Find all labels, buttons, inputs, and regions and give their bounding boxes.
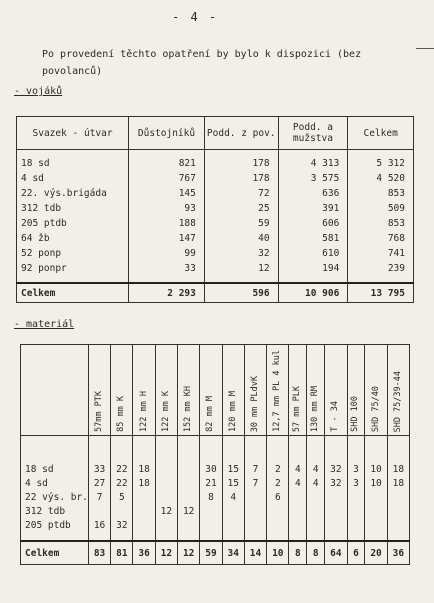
page-edge-mark — [416, 48, 434, 49]
soldiers-total-cell: 10 906 — [278, 283, 348, 303]
page-number: - 4 - — [172, 10, 219, 24]
material-header-cell — [178, 345, 200, 436]
material-value-cell — [365, 504, 387, 518]
material-header-label: 122 mm H — [138, 391, 149, 432]
soldiers-value-cell: 59 — [204, 216, 278, 231]
material-value-cell — [347, 504, 365, 518]
material-value-cell — [178, 490, 200, 504]
material-total-label: Celkem — [21, 541, 89, 565]
spacer-cell — [200, 436, 222, 463]
soldiers-total-label: Celkem — [17, 283, 129, 303]
material-header-label: 57mm PTK — [94, 391, 105, 432]
material-header-cell — [289, 345, 307, 436]
soldiers-unit-cell: 312 tdb — [17, 201, 129, 216]
material-value-cell: 21 — [200, 476, 222, 490]
spacer-cell — [88, 532, 110, 541]
soldiers-table — [16, 116, 414, 303]
soldiers-value-cell: 32 — [204, 246, 278, 261]
material-total-cell: 36 — [387, 541, 409, 565]
material-value-cell — [307, 490, 325, 504]
soldiers-total-row — [17, 283, 414, 303]
material-value-cell — [325, 518, 347, 532]
soldiers-value-cell: 33 — [129, 261, 205, 283]
material-value-cell: 22 — [111, 476, 133, 490]
material-header-cell — [133, 345, 155, 436]
material-value-cell: 27 — [88, 476, 110, 490]
soldiers-unit-cell: 205 ptdb — [17, 216, 129, 231]
soldiers-value-cell: 581 — [278, 231, 348, 246]
spacer-cell — [365, 436, 387, 463]
spacer-cell — [307, 436, 325, 463]
soldiers-value-cell: 178 — [204, 171, 278, 186]
material-value-cell — [289, 490, 307, 504]
spacer-cell — [267, 436, 289, 463]
material-value-cell: 7 — [244, 476, 266, 490]
soldiers-unit-cell: 22. výs.brigáda — [17, 186, 129, 201]
material-total-cell: 34 — [222, 541, 244, 565]
material-total-cell: 64 — [325, 541, 347, 565]
spacer-cell — [325, 436, 347, 463]
material-value-cell — [244, 518, 266, 532]
soldiers-value-cell: 3 575 — [278, 171, 348, 186]
material-value-cell — [155, 518, 177, 532]
material-value-cell — [387, 518, 409, 532]
material-value-cell — [155, 462, 177, 476]
material-header-cell — [244, 345, 266, 436]
soldiers-value-cell: 610 — [278, 246, 348, 261]
soldiers-value-cell: 853 — [348, 186, 414, 201]
material-value-cell — [289, 504, 307, 518]
material-value-cell: 16 — [88, 518, 110, 532]
material-value-cell — [178, 462, 200, 476]
spacer-cell — [222, 436, 244, 463]
material-value-cell: 5 — [111, 490, 133, 504]
material-total-cell: 12 — [155, 541, 177, 565]
material-unit-cell: 18 sd — [21, 462, 89, 476]
soldiers-value-cell: 40 — [204, 231, 278, 246]
material-value-cell: 18 — [133, 462, 155, 476]
material-header-cell — [111, 345, 133, 436]
spacer-cell — [347, 532, 365, 541]
soldiers-value-cell: 188 — [129, 216, 205, 231]
material-value-cell: 4 — [222, 490, 244, 504]
soldiers-value-cell: 12 — [204, 261, 278, 283]
material-header-label: 57 mm PLK — [292, 385, 303, 432]
material-value-cell: 12 — [155, 504, 177, 518]
material-header-cell — [347, 345, 365, 436]
material-unit-cell: 4 sd — [21, 476, 89, 490]
spacer-cell — [307, 532, 325, 541]
material-value-cell — [178, 518, 200, 532]
soldiers-value-cell: 4 520 — [348, 171, 414, 186]
spacer-cell — [200, 532, 222, 541]
material-value-cell: 10 — [365, 476, 387, 490]
material-value-cell — [365, 518, 387, 532]
material-header-cell — [222, 345, 244, 436]
spacer-cell — [155, 436, 177, 463]
spacer-cell — [88, 436, 110, 463]
soldiers-row — [17, 186, 414, 201]
soldiers-total-cell: 2 293 — [129, 283, 205, 303]
soldiers-unit-cell: 64 žb — [17, 231, 129, 246]
soldiers-value-cell: 821 — [129, 150, 205, 172]
material-header-cell — [88, 345, 110, 436]
soldiers-value-cell: 72 — [204, 186, 278, 201]
spacer-cell — [365, 532, 387, 541]
soldiers-total-cell: 13 795 — [348, 283, 414, 303]
material-value-cell: 32 — [325, 462, 347, 476]
spacer-cell — [111, 532, 133, 541]
material-header-cell — [155, 345, 177, 436]
soldiers-value-cell: 93 — [129, 201, 205, 216]
material-value-cell: 4 — [307, 476, 325, 490]
material-value-cell: 30 — [200, 462, 222, 476]
section-heading-soldiers: - vojáků — [14, 86, 63, 97]
soldiers-value-cell: 391 — [278, 201, 348, 216]
soldiers-value-cell: 509 — [348, 201, 414, 216]
soldiers-value-cell: 767 — [129, 171, 205, 186]
soldiers-value-cell: 606 — [278, 216, 348, 231]
material-value-cell: 3 — [347, 476, 365, 490]
material-header-label: 152 mm KH — [183, 385, 194, 432]
material-value-cell: 7 — [88, 490, 110, 504]
soldiers-value-cell: 145 — [129, 186, 205, 201]
spacer-cell — [244, 532, 266, 541]
material-value-cell — [200, 504, 222, 518]
material-total-cell: 20 — [365, 541, 387, 565]
material-value-cell: 7 — [244, 462, 266, 476]
material-value-cell — [267, 504, 289, 518]
soldiers-unit-cell: 92 ponpr — [17, 261, 129, 283]
soldiers-value-cell: 5 312 — [348, 150, 414, 172]
spacer-cell — [289, 532, 307, 541]
material-unit-cell: 22 výs. br. — [21, 490, 89, 504]
soldiers-row — [17, 261, 414, 283]
material-value-cell — [347, 490, 365, 504]
soldiers-header-officers: Důstojníků — [129, 117, 205, 150]
material-value-cell — [178, 476, 200, 490]
material-value-cell — [200, 518, 222, 532]
material-header-label: 82 mm M — [205, 396, 216, 432]
spacer-cell — [133, 436, 155, 463]
material-value-cell: 18 — [133, 476, 155, 490]
material-value-cell — [111, 504, 133, 518]
material-total-cell: 83 — [88, 541, 110, 565]
intro-paragraph: Po provedení těchto opatření by bylo k dispozici (bez povolanců) — [42, 49, 362, 77]
material-header-cell — [325, 345, 347, 436]
material-value-cell: 6 — [267, 490, 289, 504]
soldiers-unit-cell: 4 sd — [17, 171, 129, 186]
spacer-cell — [387, 436, 409, 463]
material-value-cell — [387, 490, 409, 504]
material-unit-cell: 205 ptdb — [21, 518, 89, 532]
material-value-cell: 15 — [222, 462, 244, 476]
material-value-cell — [289, 518, 307, 532]
spacer-cell — [222, 532, 244, 541]
material-value-cell — [222, 504, 244, 518]
material-total-cell: 8 — [307, 541, 325, 565]
material-value-cell: 18 — [387, 476, 409, 490]
material-header-label: 85 mm K — [116, 396, 127, 432]
soldiers-header-unit: Svazek - útvar — [17, 117, 129, 150]
soldiers-total-cell: 596 — [204, 283, 278, 303]
material-header-label: 12,7 mm PL 4 kul — [272, 350, 283, 432]
material-header-label: 120 mm M — [227, 391, 238, 432]
material-spacer-row — [21, 436, 410, 463]
material-value-cell — [347, 518, 365, 532]
spacer-cell — [387, 532, 409, 541]
material-value-cell — [88, 504, 110, 518]
soldiers-value-cell: 99 — [129, 246, 205, 261]
soldiers-row — [17, 246, 414, 261]
material-value-cell — [325, 504, 347, 518]
section-heading-material: - materiál — [14, 319, 75, 330]
material-total-cell: 6 — [347, 541, 365, 565]
material-value-cell — [325, 490, 347, 504]
soldiers-value-cell: 741 — [348, 246, 414, 261]
material-value-cell: 22 — [111, 462, 133, 476]
spacer-cell — [289, 436, 307, 463]
soldiers-header-total: Celkem — [348, 117, 414, 150]
material-header-label: T - 34 — [330, 401, 341, 432]
material-value-cell: 4 — [289, 476, 307, 490]
material-value-cell: 18 — [387, 462, 409, 476]
material-value-cell — [222, 518, 244, 532]
material-value-cell — [133, 504, 155, 518]
soldiers-value-cell: 178 — [204, 150, 278, 172]
material-value-cell: 3 — [347, 462, 365, 476]
material-header-label: SHD 100 — [350, 396, 361, 432]
material-header-label: SHD 75/39-44 — [392, 370, 403, 432]
soldiers-value-cell: 239 — [348, 261, 414, 283]
material-value-cell: 32 — [325, 476, 347, 490]
soldiers-value-cell: 636 — [278, 186, 348, 201]
spacer-cell — [347, 436, 365, 463]
spacer-cell — [244, 436, 266, 463]
spacer-cell — [155, 532, 177, 541]
soldiers-header-nco-reserve: Podd. z pov. — [204, 117, 278, 150]
material-value-cell: 32 — [111, 518, 133, 532]
soldiers-unit-cell: 52 ponp — [17, 246, 129, 261]
soldiers-row — [17, 150, 414, 172]
soldiers-unit-cell: 18 sd — [17, 150, 129, 172]
material-value-cell: 33 — [88, 462, 110, 476]
material-value-cell — [365, 490, 387, 504]
material-total-cell: 12 — [178, 541, 200, 565]
material-total-cell: 10 — [267, 541, 289, 565]
material-row — [21, 462, 410, 476]
soldiers-value-cell: 194 — [278, 261, 348, 283]
soldiers-row — [17, 201, 414, 216]
spacer-cell — [325, 532, 347, 541]
material-value-cell — [307, 504, 325, 518]
material-header-cell — [365, 345, 387, 436]
material-total-cell: 81 — [111, 541, 133, 565]
material-header-label: 30 mm PLdvK — [250, 375, 261, 432]
soldiers-header-nco-men: Podd. a mužstva — [278, 117, 348, 150]
material-value-cell — [387, 504, 409, 518]
material-row — [21, 490, 410, 504]
material-unit-cell: 312 tdb — [21, 504, 89, 518]
material-value-cell: 8 — [200, 490, 222, 504]
spacer-cell — [21, 436, 89, 463]
soldiers-value-cell: 25 — [204, 201, 278, 216]
material-value-cell: 12 — [178, 504, 200, 518]
soldiers-header-row — [17, 117, 414, 150]
material-header-cell — [267, 345, 289, 436]
material-value-cell: 2 — [267, 462, 289, 476]
material-value-cell: 10 — [365, 462, 387, 476]
material-row — [21, 476, 410, 490]
soldiers-row — [17, 171, 414, 186]
soldiers-row — [17, 216, 414, 231]
material-row — [21, 518, 410, 532]
material-table — [20, 344, 410, 565]
material-value-cell — [307, 518, 325, 532]
material-header-label: 122 mm K — [160, 391, 171, 432]
material-header-label: SHD 75/40 — [370, 385, 381, 432]
material-total-cell: 36 — [133, 541, 155, 565]
spacer-cell — [111, 436, 133, 463]
material-header-cell — [307, 345, 325, 436]
material-total-cell: 8 — [289, 541, 307, 565]
material-value-cell: 15 — [222, 476, 244, 490]
material-header-unit — [21, 345, 89, 436]
spacer-cell — [21, 532, 89, 541]
material-value-cell: 4 — [289, 462, 307, 476]
soldiers-row — [17, 231, 414, 246]
material-value-cell — [244, 490, 266, 504]
material-value-cell — [244, 504, 266, 518]
material-spacer-row — [21, 532, 410, 541]
material-value-cell — [133, 490, 155, 504]
material-header-row — [21, 345, 410, 436]
material-total-cell: 59 — [200, 541, 222, 565]
soldiers-value-cell: 147 — [129, 231, 205, 246]
material-header-label: 130 mm RM — [310, 385, 321, 432]
material-value-cell — [155, 490, 177, 504]
material-row — [21, 504, 410, 518]
material-total-cell: 14 — [244, 541, 266, 565]
spacer-cell — [178, 436, 200, 463]
soldiers-value-cell: 4 313 — [278, 150, 348, 172]
soldiers-value-cell: 768 — [348, 231, 414, 246]
material-total-row — [21, 541, 410, 565]
material-header-cell — [387, 345, 409, 436]
material-value-cell — [267, 518, 289, 532]
material-value-cell — [133, 518, 155, 532]
material-header-cell — [200, 345, 222, 436]
soldiers-value-cell: 853 — [348, 216, 414, 231]
spacer-cell — [133, 532, 155, 541]
material-value-cell: 2 — [267, 476, 289, 490]
spacer-cell — [267, 532, 289, 541]
material-value-cell: 4 — [307, 462, 325, 476]
material-value-cell — [155, 476, 177, 490]
spacer-cell — [178, 532, 200, 541]
